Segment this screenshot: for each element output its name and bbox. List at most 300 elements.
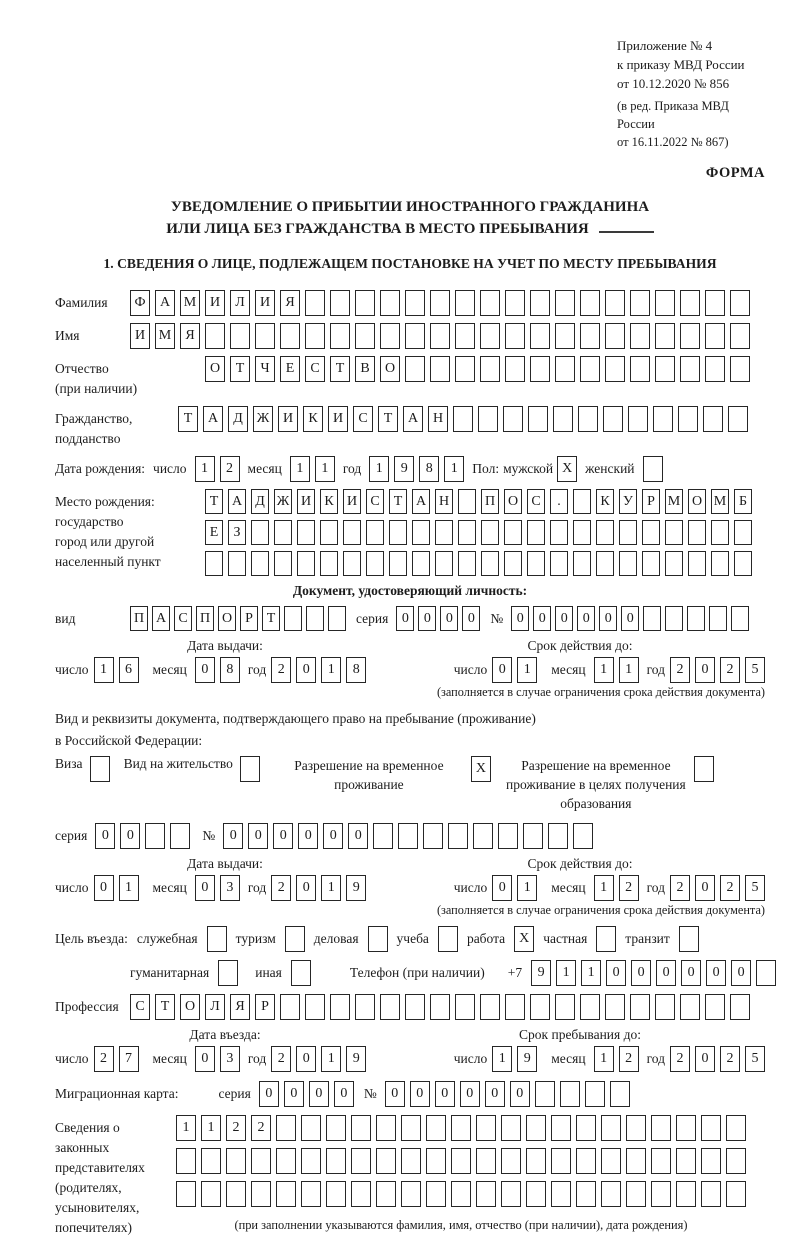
valid-day-cells bbox=[492, 875, 537, 901]
char-cell: 2 bbox=[94, 1046, 114, 1072]
char-cell: 1 bbox=[176, 1115, 196, 1141]
char-cell: 2 bbox=[271, 1046, 291, 1072]
char-cell bbox=[426, 1181, 446, 1207]
char-cell: И bbox=[343, 489, 361, 514]
char-cell bbox=[703, 406, 723, 432]
char-cell bbox=[530, 994, 550, 1020]
char-cell bbox=[207, 926, 227, 952]
char-cell bbox=[580, 323, 600, 349]
residence-valid-col bbox=[395, 856, 765, 901]
char-cell: К bbox=[320, 489, 338, 514]
char-cell: 2 bbox=[220, 456, 240, 482]
visa-label: Виза bbox=[55, 756, 83, 771]
char-cell: 9 bbox=[346, 1046, 366, 1072]
char-cell bbox=[665, 520, 683, 545]
char-cell bbox=[438, 926, 458, 952]
char-cell: 9 bbox=[517, 1046, 537, 1072]
char-cell bbox=[476, 1181, 496, 1207]
char-cell bbox=[655, 323, 675, 349]
number-label: № bbox=[202, 828, 216, 843]
char-cell bbox=[676, 1181, 696, 1207]
char-cell: 5 bbox=[745, 657, 765, 683]
char-cell: И bbox=[255, 290, 275, 316]
entry-date-heading: Дата въезда: bbox=[189, 1027, 261, 1042]
char-cell bbox=[368, 926, 388, 952]
char-cell: П bbox=[481, 489, 499, 514]
day-label: число bbox=[153, 461, 187, 476]
char-cell bbox=[326, 1181, 346, 1207]
year-label: год bbox=[247, 662, 267, 677]
char-cell: Р bbox=[240, 606, 258, 631]
purpose-row-1 bbox=[55, 926, 765, 952]
purpose-option-label: учеба bbox=[396, 931, 429, 946]
char-cell bbox=[535, 1081, 555, 1107]
char-cell: И bbox=[205, 290, 225, 316]
char-cell bbox=[573, 489, 591, 514]
representatives-note: (при заполнении указываются фамилия, имя, отчество (при наличии), дата рождения) bbox=[234, 1218, 688, 1232]
char-cell bbox=[481, 520, 499, 545]
char-cell bbox=[458, 489, 476, 514]
char-cell bbox=[731, 606, 749, 631]
char-cell bbox=[726, 1148, 746, 1174]
char-cell: 2 bbox=[720, 1046, 740, 1072]
char-cell bbox=[476, 1115, 496, 1141]
char-cell: 5 bbox=[745, 1046, 765, 1072]
char-cell: Л bbox=[205, 994, 225, 1020]
char-cell: Н bbox=[435, 489, 453, 514]
char-cell: 0 bbox=[259, 1081, 279, 1107]
day-label: число bbox=[453, 1051, 488, 1066]
appendix-line: от 10.12.2020 № 856 bbox=[617, 76, 730, 91]
char-cell bbox=[555, 323, 575, 349]
char-cell bbox=[473, 823, 493, 849]
char-cell: С bbox=[366, 489, 384, 514]
char-cell: 0 bbox=[695, 1046, 715, 1072]
char-cell: 1 bbox=[94, 657, 114, 683]
char-cell: 2 bbox=[720, 657, 740, 683]
char-cell: 0 bbox=[385, 1081, 405, 1107]
appendix-block bbox=[617, 36, 765, 93]
char-cell bbox=[226, 1181, 246, 1207]
purpose-option-label: туризм bbox=[235, 931, 276, 946]
char-cell: 1 bbox=[619, 657, 639, 683]
char-cell: М bbox=[711, 489, 729, 514]
day-label: число bbox=[453, 662, 488, 677]
char-cell bbox=[430, 994, 450, 1020]
char-cell bbox=[498, 823, 518, 849]
char-cell bbox=[601, 1181, 621, 1207]
char-cell: В bbox=[355, 356, 375, 382]
char-cell: К bbox=[596, 489, 614, 514]
char-cell: 1 bbox=[315, 456, 335, 482]
purpose-humanitarian-checkbox bbox=[218, 960, 238, 986]
char-cell bbox=[320, 520, 338, 545]
char-cell bbox=[555, 994, 575, 1020]
female-checkbox bbox=[643, 456, 663, 482]
char-cell: 0 bbox=[296, 875, 316, 901]
male-checkbox bbox=[557, 456, 577, 482]
char-cell: Ж bbox=[253, 406, 273, 432]
stay-until-col bbox=[395, 1027, 765, 1072]
char-cell: 0 bbox=[298, 823, 318, 849]
char-cell bbox=[351, 1181, 371, 1207]
residence-doc-intro: Вид и реквизиты документа, подтверждающего право на пребывание (проживание) в Российской Федерации: bbox=[55, 711, 536, 748]
char-cell: 0 bbox=[195, 657, 215, 683]
char-cell: Я bbox=[280, 290, 300, 316]
char-cell bbox=[355, 994, 375, 1020]
identity-valid-col bbox=[395, 638, 765, 683]
char-cell bbox=[527, 520, 545, 545]
char-cell bbox=[728, 406, 748, 432]
birth-place-row bbox=[55, 489, 765, 576]
char-cell: С bbox=[305, 356, 325, 382]
char-cell bbox=[573, 823, 593, 849]
residence-doc-dates bbox=[55, 856, 765, 901]
char-cell bbox=[389, 551, 407, 576]
char-cell bbox=[605, 356, 625, 382]
char-cell bbox=[550, 551, 568, 576]
char-cell bbox=[526, 1115, 546, 1141]
char-cell bbox=[526, 1148, 546, 1174]
char-cell: Т bbox=[205, 489, 223, 514]
char-cell: 0 bbox=[195, 1046, 215, 1072]
entry-month-cells bbox=[195, 1046, 240, 1072]
char-cell bbox=[603, 406, 623, 432]
char-cell: Т bbox=[178, 406, 198, 432]
char-cell bbox=[343, 520, 361, 545]
char-cell: 2 bbox=[670, 1046, 690, 1072]
representatives-cells bbox=[176, 1115, 746, 1233]
char-cell bbox=[405, 290, 425, 316]
phone-cells bbox=[531, 960, 776, 986]
char-cell bbox=[548, 823, 568, 849]
char-cell: Ф bbox=[130, 290, 150, 316]
char-cell: 0 bbox=[606, 960, 626, 986]
year-label: год bbox=[646, 880, 665, 895]
char-cell bbox=[330, 290, 350, 316]
char-cell bbox=[301, 1115, 321, 1141]
validity-note: (заполняется в случае ограничения срока действия документа) bbox=[436, 903, 765, 917]
char-cell bbox=[430, 290, 450, 316]
char-cell bbox=[274, 551, 292, 576]
day-label: число bbox=[55, 880, 89, 895]
birth-place-label: Место рождения: государство город или другой населенный пункт bbox=[55, 494, 161, 569]
char-cell bbox=[643, 456, 663, 482]
char-cell bbox=[705, 356, 725, 382]
edition-line: (в ред. Приказа МВД России bbox=[617, 99, 729, 131]
char-cell bbox=[505, 290, 525, 316]
phone-label: Телефон (при наличии) bbox=[349, 965, 485, 980]
edition-block bbox=[617, 97, 765, 151]
char-cell bbox=[366, 551, 384, 576]
char-cell bbox=[501, 1115, 521, 1141]
char-cell bbox=[458, 520, 476, 545]
char-cell bbox=[376, 1115, 396, 1141]
form-label: ФОРМА bbox=[705, 165, 765, 181]
purpose-option-label: гуманитарная bbox=[130, 965, 210, 980]
appendix-line: Приложение № 4 bbox=[617, 38, 713, 53]
char-cell bbox=[653, 406, 673, 432]
surname-cells bbox=[130, 290, 750, 316]
char-cell: 2 bbox=[619, 875, 639, 901]
char-cell: 5 bbox=[745, 875, 765, 901]
char-cell: 1 bbox=[581, 960, 601, 986]
firstname-label: Имя bbox=[55, 328, 80, 343]
residence-permit-label: Вид на жительство bbox=[123, 756, 233, 771]
char-cell bbox=[605, 323, 625, 349]
char-cell: Р bbox=[642, 489, 660, 514]
char-cell bbox=[676, 1115, 696, 1141]
char-cell bbox=[642, 520, 660, 545]
char-cell: 0 bbox=[631, 960, 651, 986]
char-cell bbox=[426, 1148, 446, 1174]
char-cell bbox=[240, 756, 260, 782]
char-cell bbox=[276, 1181, 296, 1207]
representatives-cells-row3 bbox=[176, 1181, 746, 1207]
char-cell: И bbox=[130, 323, 150, 349]
char-cell bbox=[501, 1181, 521, 1207]
char-cell bbox=[642, 551, 660, 576]
issue-year-cells bbox=[271, 875, 366, 901]
char-cell bbox=[505, 994, 525, 1020]
char-cell: 2 bbox=[670, 875, 690, 901]
char-cell bbox=[576, 1148, 596, 1174]
char-cell bbox=[580, 994, 600, 1020]
doc-number-label: № bbox=[490, 610, 504, 626]
char-cell bbox=[680, 356, 700, 382]
residence-number-cells bbox=[223, 823, 593, 849]
char-cell bbox=[330, 323, 350, 349]
month-label: месяц bbox=[551, 880, 586, 895]
char-cell: О bbox=[688, 489, 706, 514]
purpose-other-checkbox bbox=[291, 960, 311, 986]
char-cell bbox=[230, 323, 250, 349]
char-cell bbox=[451, 1115, 471, 1141]
char-cell bbox=[734, 551, 752, 576]
char-cell bbox=[455, 290, 475, 316]
char-cell bbox=[145, 823, 165, 849]
char-cell: 0 bbox=[309, 1081, 329, 1107]
month-label: месяц bbox=[152, 1051, 187, 1066]
char-cell: 1 bbox=[594, 875, 614, 901]
char-cell: X bbox=[557, 456, 577, 482]
char-cell bbox=[665, 606, 683, 631]
char-cell bbox=[205, 323, 225, 349]
sex-label: Пол: bbox=[472, 461, 500, 476]
temp-education-checkbox bbox=[694, 756, 714, 782]
char-cell bbox=[630, 323, 650, 349]
char-cell bbox=[330, 994, 350, 1020]
char-cell bbox=[451, 1148, 471, 1174]
char-cell bbox=[326, 1115, 346, 1141]
char-cell: 8 bbox=[346, 657, 366, 683]
char-cell bbox=[580, 356, 600, 382]
char-cell bbox=[328, 606, 346, 631]
char-cell: 0 bbox=[533, 606, 551, 631]
char-cell bbox=[585, 1081, 605, 1107]
stay-until-heading: Срок пребывания до: bbox=[519, 1027, 641, 1042]
char-cell: 1 bbox=[201, 1115, 221, 1141]
char-cell bbox=[226, 1148, 246, 1174]
char-cell bbox=[688, 551, 706, 576]
char-cell bbox=[305, 290, 325, 316]
day-label: число bbox=[55, 1051, 89, 1066]
char-cell bbox=[578, 406, 598, 432]
migration-series-cells bbox=[259, 1081, 354, 1107]
residence-permit-checkbox bbox=[240, 756, 260, 782]
char-cell: 0 bbox=[296, 657, 316, 683]
char-cell: 2 bbox=[271, 657, 291, 683]
edition-line: от 16.11.2022 № 867) bbox=[617, 135, 729, 149]
issue-year-cells bbox=[271, 657, 366, 683]
char-cell: 0 bbox=[273, 823, 293, 849]
char-cell bbox=[680, 994, 700, 1020]
char-cell: 1 bbox=[444, 456, 464, 482]
firstname-row bbox=[55, 323, 765, 349]
entry-year-cells bbox=[271, 1046, 366, 1072]
option-temp-education bbox=[505, 756, 714, 813]
char-cell: И bbox=[278, 406, 298, 432]
char-cell: 1 bbox=[556, 960, 576, 986]
char-cell bbox=[730, 323, 750, 349]
char-cell bbox=[505, 323, 525, 349]
char-cell bbox=[401, 1148, 421, 1174]
char-cell bbox=[705, 290, 725, 316]
char-cell: 1 bbox=[321, 875, 341, 901]
char-cell: 2 bbox=[251, 1115, 271, 1141]
valid-month-cells bbox=[594, 657, 639, 683]
char-cell: 3 bbox=[220, 1046, 240, 1072]
char-cell bbox=[528, 406, 548, 432]
char-cell: 0 bbox=[510, 1081, 530, 1107]
identity-doc-kind-row bbox=[55, 606, 765, 631]
year-label: год bbox=[646, 1051, 665, 1066]
char-cell bbox=[401, 1181, 421, 1207]
char-cell bbox=[551, 1115, 571, 1141]
char-cell: . bbox=[550, 489, 568, 514]
doc-kind-label: вид bbox=[55, 610, 76, 626]
profession-label: Профессия bbox=[55, 999, 119, 1014]
valid-year-cells bbox=[670, 875, 765, 901]
char-cell bbox=[280, 323, 300, 349]
residence-issue-col bbox=[55, 856, 395, 901]
char-cell: 0 bbox=[94, 875, 114, 901]
char-cell bbox=[412, 551, 430, 576]
birth-date-row bbox=[55, 456, 765, 482]
char-cell: 0 bbox=[120, 823, 140, 849]
char-cell bbox=[476, 1148, 496, 1174]
char-cell bbox=[651, 1115, 671, 1141]
char-cell: 0 bbox=[731, 960, 751, 986]
char-cell bbox=[701, 1115, 721, 1141]
char-cell bbox=[255, 323, 275, 349]
char-cell bbox=[251, 551, 269, 576]
char-cell bbox=[610, 1081, 630, 1107]
char-cell bbox=[405, 994, 425, 1020]
char-cell bbox=[726, 1181, 746, 1207]
char-cell: 1 bbox=[290, 456, 310, 482]
char-cell bbox=[626, 1115, 646, 1141]
char-cell bbox=[305, 323, 325, 349]
char-cell bbox=[228, 551, 246, 576]
char-cell bbox=[251, 1181, 271, 1207]
char-cell bbox=[526, 1181, 546, 1207]
char-cell: А bbox=[228, 489, 246, 514]
char-cell: 0 bbox=[396, 606, 414, 631]
char-cell bbox=[430, 356, 450, 382]
purpose-option-label: служебная bbox=[136, 931, 198, 946]
char-cell bbox=[730, 994, 750, 1020]
birth-date-label: Дата рождения: bbox=[55, 461, 146, 476]
char-cell: 2 bbox=[720, 875, 740, 901]
identity-doc-heading: Документ, удостоверяющий личность: bbox=[292, 583, 528, 598]
char-cell: 0 bbox=[410, 1081, 430, 1107]
char-cell bbox=[678, 406, 698, 432]
char-cell bbox=[504, 520, 522, 545]
char-cell: 0 bbox=[418, 606, 436, 631]
char-cell bbox=[176, 1148, 196, 1174]
char-cell: 1 bbox=[594, 1046, 614, 1072]
char-cell: X bbox=[471, 756, 491, 782]
char-cell: Д bbox=[228, 406, 248, 432]
char-cell bbox=[705, 994, 725, 1020]
residence-series-cells bbox=[95, 823, 190, 849]
char-cell: С bbox=[130, 994, 150, 1020]
char-cell: Л bbox=[230, 290, 250, 316]
valid-month-cells bbox=[594, 875, 639, 901]
char-cell bbox=[90, 756, 110, 782]
char-cell: З bbox=[228, 520, 246, 545]
char-cell bbox=[455, 994, 475, 1020]
char-cell: 0 bbox=[621, 606, 639, 631]
char-cell: 0 bbox=[296, 1046, 316, 1072]
char-cell bbox=[320, 551, 338, 576]
char-cell bbox=[756, 960, 776, 986]
char-cell bbox=[503, 406, 523, 432]
char-cell bbox=[276, 1115, 296, 1141]
char-cell: 6 bbox=[119, 657, 139, 683]
char-cell bbox=[560, 1081, 580, 1107]
issue-date-heading: Дата выдачи: bbox=[187, 856, 263, 871]
char-cell: 0 bbox=[440, 606, 458, 631]
char-cell: 0 bbox=[681, 960, 701, 986]
char-cell: 0 bbox=[555, 606, 573, 631]
char-cell bbox=[680, 323, 700, 349]
char-cell: 0 bbox=[485, 1081, 505, 1107]
char-cell: Т bbox=[230, 356, 250, 382]
char-cell: 0 bbox=[492, 875, 512, 901]
char-cell: 0 bbox=[656, 960, 676, 986]
char-cell: Я bbox=[230, 994, 250, 1020]
char-cell: 1 bbox=[321, 657, 341, 683]
char-cell: И bbox=[328, 406, 348, 432]
char-cell bbox=[297, 551, 315, 576]
char-cell: 0 bbox=[460, 1081, 480, 1107]
char-cell bbox=[630, 290, 650, 316]
char-cell: Р bbox=[255, 994, 275, 1020]
issue-day-cells bbox=[94, 875, 139, 901]
char-cell bbox=[530, 323, 550, 349]
series-label: серия bbox=[55, 828, 88, 843]
char-cell bbox=[711, 520, 729, 545]
char-cell bbox=[527, 551, 545, 576]
year-label: год bbox=[646, 662, 665, 677]
char-cell bbox=[351, 1148, 371, 1174]
birth-day-cells bbox=[195, 456, 240, 482]
purpose-tourism-checkbox bbox=[285, 926, 305, 952]
title-line-2: ИЛИ ЛИЦА БЕЗ ГРАЖДАНСТВА В МЕСТО ПРЕБЫВАНИЯ bbox=[55, 218, 765, 240]
visa-checkbox bbox=[90, 756, 110, 782]
